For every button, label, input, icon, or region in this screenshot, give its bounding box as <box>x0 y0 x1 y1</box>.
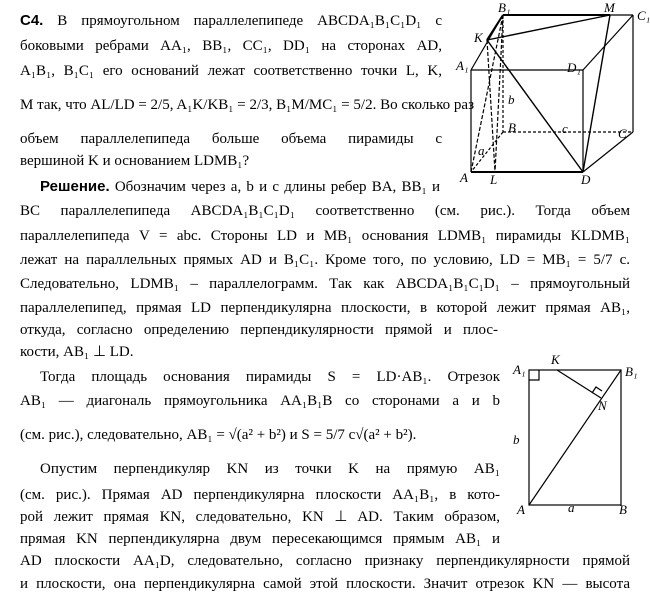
fig-label-b1: B₁ <box>498 0 511 15</box>
fig-label-d: D <box>581 172 591 187</box>
rect-label-a1: A₁ <box>513 362 526 377</box>
rect-label-k: K <box>551 352 560 367</box>
solution-label: Решение. <box>40 178 110 195</box>
solution-line-15: прямая KN перпендикулярна двум пересекающимся прямым AB₁ и <box>20 531 500 547</box>
solution-line-10: AB₁ — диагональ прямоугольника AA₁B₁B со сторонами a и b <box>20 393 500 409</box>
rect-label-side-a: a <box>568 500 575 515</box>
solution-line-1 <box>40 178 440 196</box>
solution-text-1: Обозначим через a, b и c длины ребер BA, BB₁ и <box>114 179 441 195</box>
fig-label-k: K <box>474 30 483 45</box>
rect-label-b: b <box>513 432 520 447</box>
fig-label-l: L <box>490 172 498 187</box>
fig-label-b: b <box>508 92 515 107</box>
solution-line-11: (см. рис.), следовательно, AB₁ = √(a² + b²) и S = 5/7 c√(a² + b²). <box>20 427 417 443</box>
fig-label-d1: D₁ <box>567 60 581 75</box>
solution-line-17: и плоскости, она перпендикулярна самой этой плоскости. Значит отрезок KN — высота <box>20 576 630 592</box>
problem-line-5: объем параллелепипеда больше объема пирамиды с <box>20 131 442 147</box>
fig-label-a: a <box>478 143 485 158</box>
problem-line-2: боковыми ребрами AA₁, BB₁, CC₁, DD₁ на сторонах AD, <box>20 38 442 54</box>
problem-line-6: вершиной K и основанием LDMB₁? <box>20 153 250 169</box>
solution-line-6: параллелепипед, прямая LD перпендикулярна плоскости, в которой лежит прямая AB₁, <box>20 300 630 316</box>
problem-line-4: M так, что AL/LD = 2/5, A₁K/KB₁ = 2/3, B₁M/MC₁ = 5/2. Во сколько раз <box>20 97 474 113</box>
rect-label-a: A <box>517 502 525 517</box>
fig-label-c1: C₁ <box>637 8 650 23</box>
fig-label-m: M <box>604 0 615 15</box>
rectangle-figure <box>505 350 650 520</box>
problem-line-3: A₁B₁, B₁C₁ его оснований лежат соответственно точки L, K, <box>20 63 442 79</box>
fig-label-aa: A <box>460 170 468 185</box>
solution-line-13: (см. рис.). Прямая AD перпендикулярна плоскости AA₁B₁, в кото- <box>20 487 500 503</box>
solution-line-2: BC параллелепипеда ABCDA₁B₁C₁D₁ соответственно (см. рис.). Тогда объем <box>20 203 630 219</box>
parallelepiped-figure <box>450 0 650 190</box>
solution-line-5: Следовательно, LDMB₁ – параллелограмм. Так как ABCDA₁B₁C₁D₁ – прямоугольный <box>20 276 630 292</box>
fig-label-a1: A₁ <box>456 58 469 73</box>
solution-line-4: лежат на параллельных прямых AD и B₁C₁. Кроме того, по условию, LD = MB₁ = 5/7 c. <box>20 252 630 268</box>
rect-label-bb: B <box>619 502 627 517</box>
solution-line-14: рой лежит прямая KN, следовательно, KN ⊥ AD. Таким образом, <box>20 509 500 525</box>
fig-label-cc: C <box>618 126 627 141</box>
problem-line-1 <box>20 12 442 30</box>
solution-line-16: AD плоскости AA₁D, следовательно, согласно признаку перпендикулярности прямой <box>20 553 630 569</box>
solution-line-8: кости, AB₁ ⊥ LD. <box>20 344 134 360</box>
fig-label-c: c <box>562 121 568 136</box>
problem-text-1: В прямоугольном параллелепипеде ABCDA₁B₁C₁D₁ с <box>57 13 443 29</box>
solution-line-3: параллелепипеда V = abc. Стороны LD и MB₁ основания LDMB₁ пирамиды KLDMB₁ <box>20 228 630 244</box>
rect-label-b1: B₁ <box>625 364 638 379</box>
solution-line-9: Тогда площадь основания пирамиды S = LD·AB₁. Отрезок <box>40 369 500 385</box>
problem-label: С4. <box>20 12 44 29</box>
fig-label-bb: B <box>508 120 516 135</box>
rect-label-n: N <box>598 398 607 413</box>
solution-line-12: Опустим перпендикуляр KN из точки K на прямую AB₁ <box>40 461 500 477</box>
solution-line-7: откуда, согласно определению перпендикулярности прямой и плос- <box>20 322 498 338</box>
